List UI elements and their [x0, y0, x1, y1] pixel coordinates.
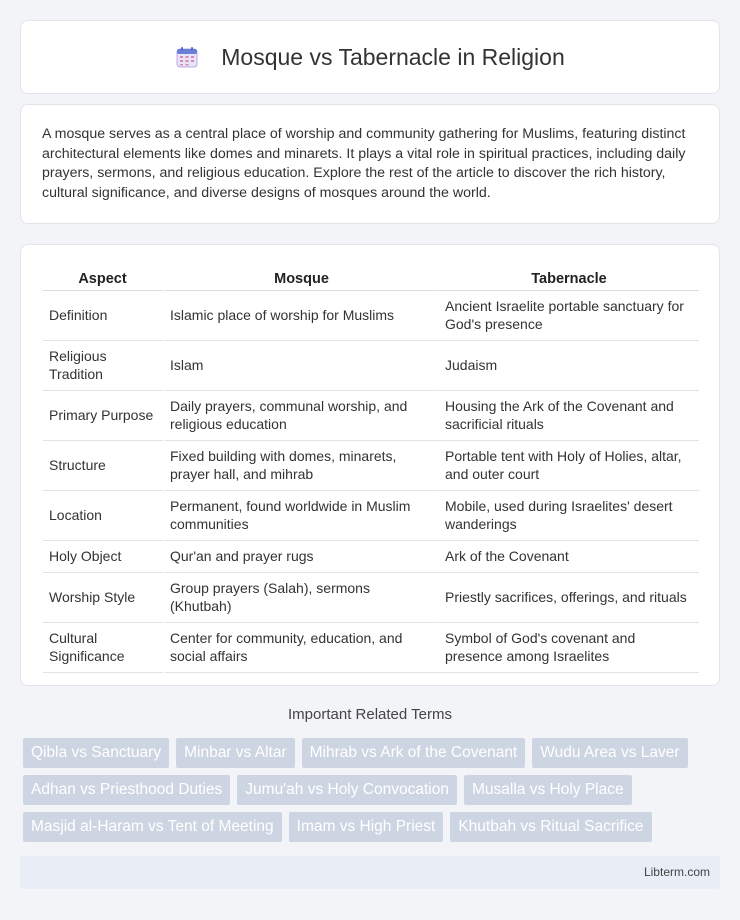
table-row	[43, 291, 699, 341]
tag-row	[23, 775, 723, 805]
row-mosque: Islamic place of worship for Muslims	[164, 291, 438, 341]
row-tabernacle: Symbol of God's covenant and presence among Israelites	[438, 623, 699, 673]
row-tabernacle: Ancient Israelite portable sanctuary for God's presence	[438, 291, 699, 341]
row-tabernacle: Housing the Ark of the Covenant and sacrificial rituals	[438, 391, 699, 441]
related-term-tag[interactable]: Adhan vs Priesthood Duties	[23, 775, 230, 805]
table-row	[43, 541, 699, 573]
page-title: Mosque vs Tabernacle in Religion	[221, 43, 565, 70]
footer-site-link[interactable]: Libterm.com	[643, 865, 710, 879]
row-mosque: Daily prayers, communal worship, and religious education	[164, 391, 438, 441]
row-tabernacle: Portable tent with Holy of Holies, altar, and outer court	[438, 441, 699, 491]
related-term-tag[interactable]: Musalla vs Holy Place	[464, 775, 632, 805]
row-aspect: Location	[43, 491, 164, 541]
row-mosque: Qur'an and prayer rugs	[164, 541, 438, 573]
related-term-tag[interactable]: Wudu Area vs Laver	[532, 738, 687, 768]
related-term-tag[interactable]: Minbar vs Altar	[176, 738, 295, 768]
row-aspect: Religious Tradition	[43, 341, 164, 391]
related-term-tag[interactable]: Imam vs High Priest	[289, 812, 444, 842]
row-tabernacle: Judaism	[438, 341, 699, 391]
related-term-tag[interactable]: Mihrab vs Ark of the Covenant	[302, 738, 526, 768]
row-mosque: Center for community, education, and social affairs	[164, 623, 438, 673]
intro-card	[20, 104, 720, 224]
row-mosque: Group prayers (Salah), sermons (Khutbah)	[164, 573, 438, 623]
table-row	[43, 391, 699, 441]
row-mosque: Islam	[164, 341, 438, 391]
row-tabernacle: Ark of the Covenant	[438, 541, 699, 573]
table-row	[43, 491, 699, 541]
table-row	[43, 623, 699, 673]
table-header-row	[43, 265, 699, 291]
header-aspect: Aspect	[43, 265, 164, 291]
row-mosque: Permanent, found worldwide in Muslim communities	[164, 491, 438, 541]
header-card	[20, 20, 720, 94]
related-term-tag[interactable]: Khutbah vs Ritual Sacrifice	[450, 812, 651, 842]
row-aspect: Worship Style	[43, 573, 164, 623]
row-aspect: Cultural Significance	[43, 623, 164, 673]
row-mosque: Fixed building with domes, minarets, prayer hall, and mihrab	[164, 441, 438, 491]
table-row	[43, 573, 699, 623]
row-aspect: Primary Purpose	[43, 391, 164, 441]
related-term-tag[interactable]: Jumu'ah vs Holy Convocation	[237, 775, 457, 805]
intro-text: A mosque serves as a central place of worship and community gathering for Muslims, featuring distinct architectural elements like domes and minarets. It plays a vital role in spiritual practices, including daily prayers, sermons, and religious education. Explore the rest of the article to discover the rich history, cultural significance, and diverse designs of mosques around the world.	[42, 126, 686, 201]
table-row	[43, 341, 699, 391]
related-terms-list	[23, 738, 723, 849]
comparison-table-card	[20, 244, 720, 686]
related-term-tag[interactable]: Masjid al-Haram vs Tent of Meeting	[23, 812, 282, 842]
row-aspect: Structure	[43, 441, 164, 491]
row-aspect: Definition	[43, 291, 164, 341]
calendar-icon	[175, 45, 199, 69]
header-mosque: Mosque	[164, 265, 438, 291]
row-tabernacle: Priestly sacrifices, offerings, and rituals	[438, 573, 699, 623]
related-terms-title: Important Related Terms	[288, 706, 452, 723]
comparison-table	[43, 265, 699, 673]
table-row	[43, 441, 699, 491]
related-term-tag[interactable]: Qibla vs Sanctuary	[23, 738, 169, 768]
row-aspect: Holy Object	[43, 541, 164, 573]
header-tabernacle: Tabernacle	[438, 265, 699, 291]
tag-row	[23, 738, 723, 768]
row-tabernacle: Mobile, used during Israelites' desert wanderings	[438, 491, 699, 541]
footer	[20, 856, 720, 889]
tag-row	[23, 812, 723, 842]
